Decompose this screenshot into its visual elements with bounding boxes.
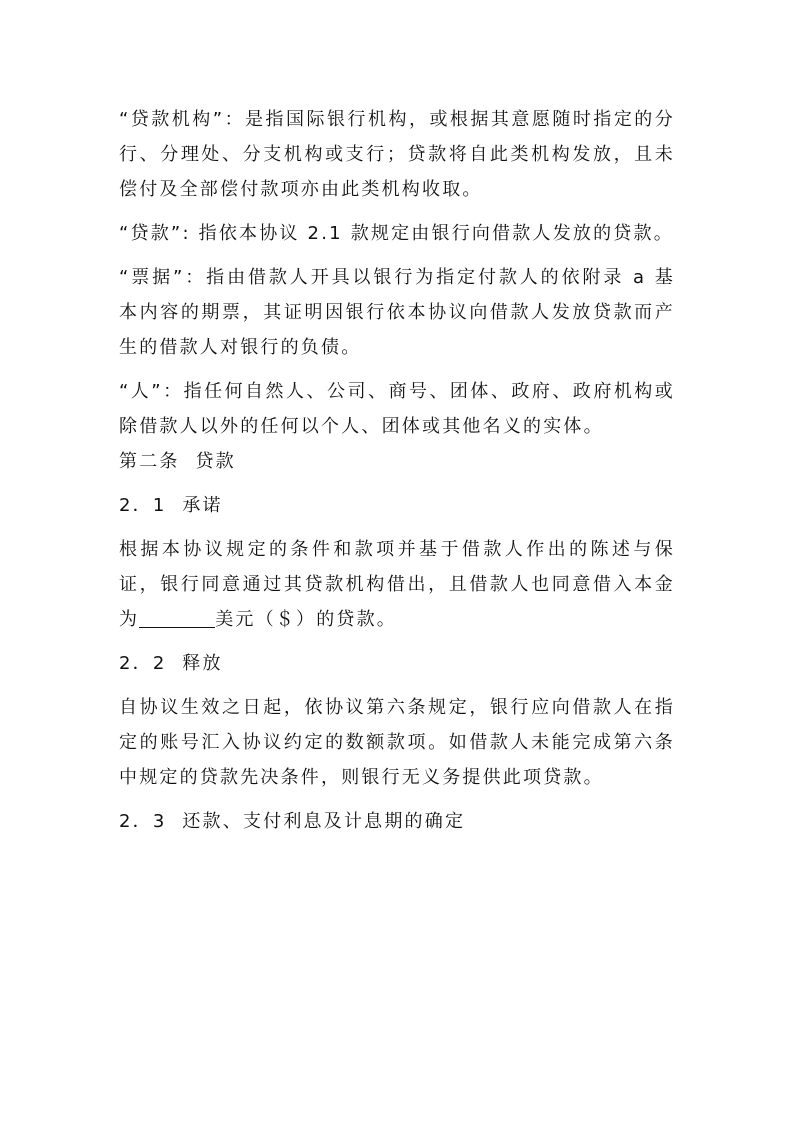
definition-note: “票据”：指由借款人开具以银行为指定付款人的依附录 a 基本内容的期票，其证明因银行依本协议向借款人发放贷款而产生的借款人对银行的负债。 xyxy=(119,267,675,358)
amount-blank-field xyxy=(139,607,215,628)
definition-loan: “贷款”: 指依本协议 2.1 款规定由银行向借款人发放的贷款。 xyxy=(119,223,674,244)
commitment-text: 根据本协议规定的条件和款项并基于借款人作出的陈述与保证，银行同意通过其贷款机构借出，且借款人也同意借入本金为 xyxy=(119,539,675,630)
section-2-2-text: 自协议生效之日起，依协议第六条规定，银行应向借款人在指定的账号汇入协议约定的数额款项。如借款人未能完成第六条中规定的贷款先决条件，则银行无义务提供此项贷款。 xyxy=(119,697,675,788)
definition-person: “人”：指任何自然人、公司、商号、团体、政府、政府机构或除借款人以外的任何以个人、团体或其他名义的实体。 xyxy=(119,381,675,437)
section-2-2-heading: 2．2 释放 xyxy=(119,653,223,674)
definition-lending-office: “贷款机构”：是指国际银行机构，或根据其意愿随时指定的分行、分理处、分支机构或支行；贷款将自此类机构发放，且未偿付及全部偿付款项亦由此类机构收取。 xyxy=(119,109,675,200)
section-2-3-heading: 2．3 还款、支付利息及计息期的确定 xyxy=(119,811,466,832)
document-page xyxy=(119,102,675,848)
article-title: 第二条 贷款 xyxy=(119,451,236,472)
commitment-text-end: 美元（＄）的贷款。 xyxy=(215,609,398,630)
section-2-1-text xyxy=(119,532,675,637)
section-2-1-heading: 2．1 承诺 xyxy=(119,495,223,516)
